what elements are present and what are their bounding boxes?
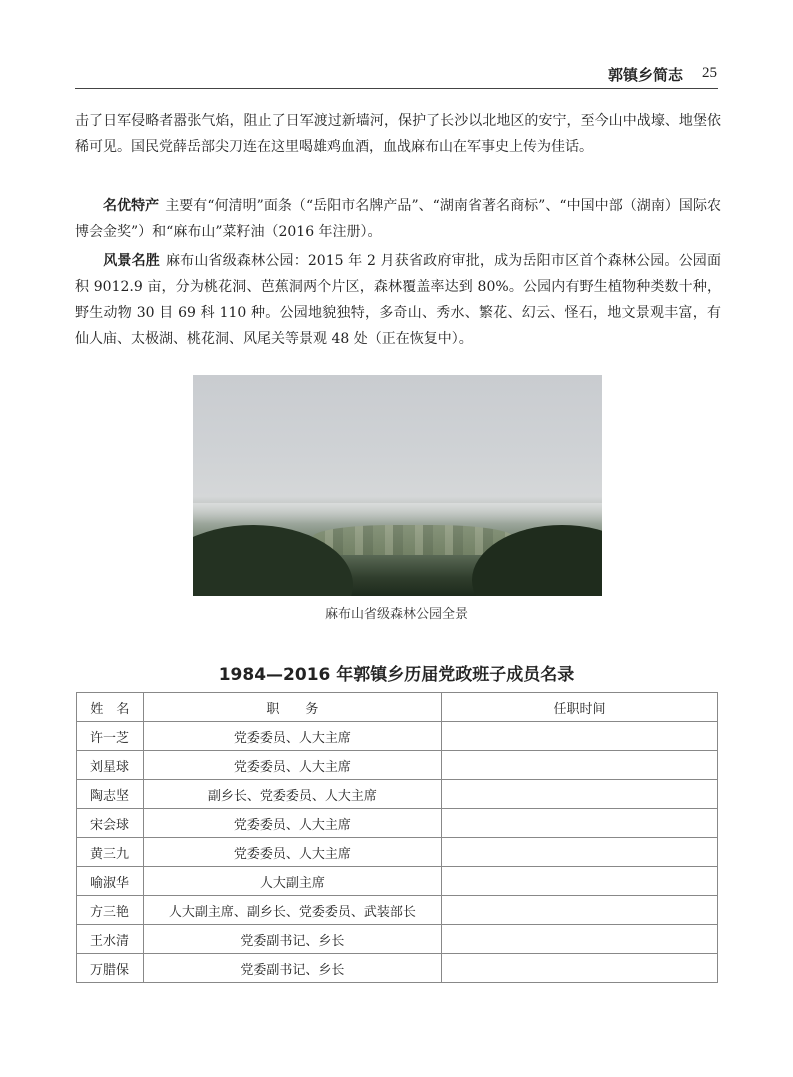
cell-name: 黄三九 bbox=[77, 838, 144, 867]
forest-park-photo bbox=[193, 375, 602, 596]
photo-fields bbox=[313, 525, 513, 555]
cell-name: 方三艳 bbox=[77, 896, 144, 925]
roster-table bbox=[76, 692, 718, 983]
header-term: 任职时间 bbox=[441, 693, 717, 722]
paragraph-specialties bbox=[75, 193, 721, 245]
cell-position: 人大副主席 bbox=[143, 867, 441, 896]
table-row bbox=[77, 838, 718, 867]
cell-term bbox=[441, 722, 717, 751]
table-row bbox=[77, 751, 718, 780]
cell-term bbox=[441, 780, 717, 809]
table-title: 1984—2016 年郭镇乡历届党政班子成员名录 bbox=[218, 665, 575, 685]
cell-name: 刘星球 bbox=[77, 751, 144, 780]
photo-caption: 麻布山省级森林公园全景 bbox=[324, 607, 468, 622]
cell-term bbox=[441, 896, 717, 925]
cell-term bbox=[441, 751, 717, 780]
scenery-text: 麻布山省级森林公园：2015 年 2 月获省政府审批，成为岳阳市区首个森林公园。公园面积 9012.9 亩，分为桃花洞、芭蕉洞两个片区，森林覆盖率达到 80%。公园内有野生植物种类数十种，野生动物 30 目 69 科 110 种。公园地貌独特，多奇山、秀水、繁花、幻云、怪石，地文景观丰富，有仙人庙、太极湖、桃花洞、风尾关等景观 48 处（正在恢复中）。 bbox=[75, 253, 721, 347]
cell-name: 宋会球 bbox=[77, 809, 144, 838]
table-row bbox=[77, 925, 718, 954]
table-row bbox=[77, 896, 718, 925]
header-divider bbox=[75, 88, 718, 89]
cell-position: 党委委员、人大主席 bbox=[143, 751, 441, 780]
book-title: 郭镇乡简志 bbox=[607, 66, 683, 84]
cell-name: 王水清 bbox=[77, 925, 144, 954]
photo-haze bbox=[193, 503, 602, 523]
cell-term bbox=[441, 838, 717, 867]
table-row bbox=[77, 809, 718, 838]
cell-term bbox=[441, 867, 717, 896]
table-header-row bbox=[77, 693, 718, 722]
cell-position: 党委副书记、乡长 bbox=[143, 954, 441, 983]
cell-name: 万腊保 bbox=[77, 954, 144, 983]
specialties-heading: 名优特产 bbox=[103, 198, 160, 214]
cell-name: 许一芝 bbox=[77, 722, 144, 751]
cell-position: 党委委员、人大主席 bbox=[143, 838, 441, 867]
table-row bbox=[77, 867, 718, 896]
cell-term bbox=[441, 954, 717, 983]
table-row bbox=[77, 722, 718, 751]
paragraph-history: 击了日军侵略者嚣张气焰，阻止了日军渡过新墙河，保护了长沙以北地区的安宁，至今山中战壕、地堡依稀可见。国民党薛岳部尖刀连在这里喝雄鸡血酒，血战麻布山在军事史上传为佳话。 bbox=[75, 113, 721, 155]
cell-position: 人大副主席、副乡长、党委委员、武装部长 bbox=[143, 896, 441, 925]
specialties-text: 主要有“何清明”面条（“岳阳市名牌产品”、“湖南省著名商标”、“中国中部（湖南）国际农博会金奖”）和“麻布山”菜籽油（2016 年注册）。 bbox=[75, 198, 721, 240]
cell-name: 喻淑华 bbox=[77, 867, 144, 896]
cell-position: 党委委员、人大主席 bbox=[143, 722, 441, 751]
cell-position: 党委委员、人大主席 bbox=[143, 809, 441, 838]
page-number: 25 bbox=[702, 65, 717, 81]
table-row bbox=[77, 954, 718, 983]
paragraph-scenery bbox=[75, 248, 721, 352]
header-name: 姓 名 bbox=[77, 693, 144, 722]
cell-term bbox=[441, 925, 717, 954]
cell-name: 陶志坚 bbox=[77, 780, 144, 809]
table-row bbox=[77, 780, 718, 809]
scenery-heading: 风景名胜 bbox=[103, 253, 160, 269]
cell-position: 副乡长、党委委员、人大主席 bbox=[143, 780, 441, 809]
cell-position: 党委副书记、乡长 bbox=[143, 925, 441, 954]
cell-term bbox=[441, 809, 717, 838]
header-position: 职 务 bbox=[143, 693, 441, 722]
